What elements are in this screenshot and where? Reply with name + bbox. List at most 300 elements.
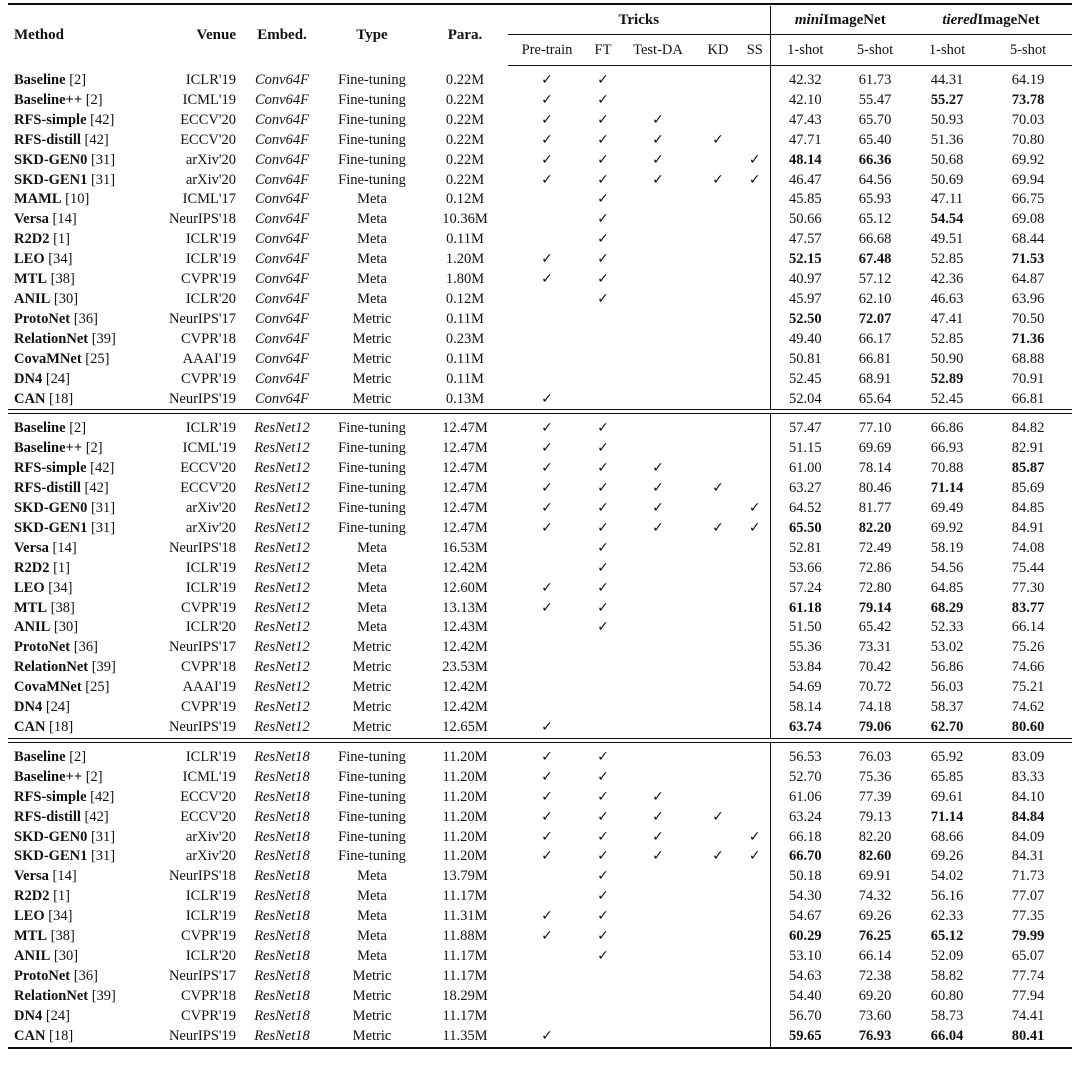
- accuracy-cell: 73.60: [858, 1007, 892, 1024]
- method-name: Baseline++: [14, 440, 83, 457]
- venue-cell: AAAI'19: [182, 679, 236, 696]
- embed-cell: ResNet18: [254, 928, 310, 945]
- venue-cell: ICLR'19: [185, 251, 236, 268]
- trick-cell: [696, 748, 740, 768]
- trick-cell: [586, 91, 620, 111]
- method-name: MTL: [14, 599, 48, 616]
- trick-cell: [586, 270, 620, 290]
- check-icon: ✓: [541, 440, 553, 457]
- trick-cell: [620, 539, 696, 559]
- accuracy-cell: 57.12: [858, 271, 892, 288]
- accuracy-cell: 42.32: [770, 71, 840, 91]
- trick-cell: [508, 748, 586, 768]
- embed-cell: ResNet18: [254, 947, 310, 964]
- trick-cell: [586, 330, 620, 350]
- accuracy-cell: 76.25: [858, 928, 892, 945]
- venue-cell: arXiv'20: [185, 171, 236, 188]
- trick-cell: [620, 419, 696, 439]
- accuracy-cell: 52.50: [770, 310, 840, 330]
- type-cell: Fine-tuning: [338, 500, 406, 517]
- trick-cell: [740, 439, 770, 459]
- trick-cell: [586, 748, 620, 768]
- para-cell: 12.60M: [442, 579, 488, 596]
- table-row: [8, 808, 1072, 828]
- trick-cell: [508, 350, 586, 370]
- method-ref: [31]: [87, 171, 116, 188]
- trick-cell: [620, 808, 696, 828]
- trick-cell: [508, 768, 586, 788]
- trick-cell: [508, 479, 586, 499]
- method-name: LEO: [14, 579, 45, 596]
- accuracy-cell: 74.66: [1011, 659, 1045, 676]
- accuracy-cell: 50.69: [930, 171, 964, 188]
- embed-cell: Conv64F: [255, 370, 309, 387]
- check-icon: ✓: [652, 171, 664, 188]
- embed-cell: ResNet12: [254, 619, 310, 636]
- trick-cell: [508, 499, 586, 519]
- method-name: ProtoNet: [14, 639, 71, 656]
- check-icon: ✓: [597, 559, 609, 576]
- trick-cell: [696, 698, 740, 718]
- trick-cell: [740, 828, 770, 848]
- method-name: CAN: [14, 719, 46, 735]
- trick-cell: [586, 419, 620, 439]
- trick-cell: [620, 599, 696, 619]
- trick-cell: [508, 618, 586, 638]
- embed-cell: Conv64F: [255, 271, 309, 288]
- trick-cell: [740, 270, 770, 290]
- trick-cell: [586, 828, 620, 848]
- venue-cell: ICML'19: [182, 91, 236, 108]
- venue-cell: CVPR'19: [181, 1007, 236, 1024]
- check-icon: ✓: [541, 719, 553, 735]
- accuracy-cell: 56.03: [930, 679, 964, 696]
- check-icon: ✓: [597, 768, 609, 785]
- trick-cell: [586, 867, 620, 887]
- trick-cell: [508, 131, 586, 151]
- table-row: [8, 967, 1072, 987]
- trick-cell: [508, 907, 586, 927]
- check-icon: ✓: [597, 420, 609, 437]
- table-row: [8, 330, 1072, 350]
- trick-cell: [508, 270, 586, 290]
- method-cell: [8, 638, 148, 658]
- check-icon: ✓: [748, 151, 761, 168]
- trick-cell: [620, 828, 696, 848]
- method-ref: [42]: [80, 480, 109, 497]
- embed-cell: ResNet18: [254, 1027, 310, 1044]
- type-cell: Fine-tuning: [338, 828, 406, 845]
- table-row: [8, 927, 1072, 947]
- para-cell: 11.20M: [442, 808, 488, 825]
- accuracy-cell: 79.06: [858, 719, 892, 735]
- trick-cell: [740, 658, 770, 678]
- trick-cell: [620, 459, 696, 479]
- method-cell: [8, 808, 148, 828]
- trick-cell: [696, 788, 740, 808]
- trick-cell: [620, 987, 696, 1007]
- check-icon: ✓: [541, 111, 553, 128]
- trick-cell: [508, 250, 586, 270]
- embed-cell: Conv64F: [255, 151, 309, 168]
- trick-cell: [620, 230, 696, 250]
- accuracy-cell: 65.40: [858, 131, 892, 148]
- venue-cell: NeurIPS'17: [168, 310, 236, 327]
- accuracy-cell: 66.04: [930, 1027, 964, 1044]
- method-ref: [1]: [49, 888, 70, 905]
- accuracy-cell: 54.63: [770, 967, 840, 987]
- trick-cell: [740, 350, 770, 370]
- method-cell: [8, 748, 148, 768]
- type-cell: Metric: [352, 310, 392, 327]
- accuracy-cell: 69.26: [930, 848, 964, 865]
- embed-cell: ResNet12: [254, 539, 310, 556]
- bottom-rule: [8, 1048, 1072, 1049]
- trick-cell: [620, 927, 696, 947]
- trick-cell: [508, 658, 586, 678]
- accuracy-cell: 77.07: [1011, 888, 1045, 905]
- method-name: RFS-simple: [14, 788, 87, 805]
- trick-cell: [620, 1027, 696, 1048]
- trick-cell: [740, 678, 770, 698]
- trick-cell: [508, 638, 586, 658]
- accuracy-cell: 69.91: [858, 868, 892, 885]
- trick-cell: [740, 479, 770, 499]
- para-cell: 0.23M: [445, 330, 485, 347]
- para-cell: 23.53M: [442, 659, 488, 676]
- embed-cell: Conv64F: [255, 390, 309, 407]
- accuracy-cell: 63.24: [770, 808, 840, 828]
- table-row: [8, 350, 1072, 370]
- trick-cell: [740, 768, 770, 788]
- method-ref: [25]: [81, 679, 110, 696]
- embed-cell: Conv64F: [255, 91, 309, 108]
- method-cell: [8, 439, 148, 459]
- accuracy-cell: 61.18: [770, 599, 840, 619]
- trick-cell: [586, 947, 620, 967]
- embed-cell: ResNet12: [254, 579, 310, 596]
- trick-cell: [508, 987, 586, 1007]
- check-icon: ✓: [712, 848, 724, 865]
- accuracy-cell: 55.47: [858, 91, 892, 108]
- trick-cell: [696, 967, 740, 987]
- method-cell: [8, 91, 148, 111]
- check-icon: ✓: [541, 72, 553, 88]
- accuracy-cell: 51.15: [770, 439, 840, 459]
- check-icon: ✓: [652, 788, 664, 805]
- check-icon: ✓: [541, 768, 553, 785]
- venue-cell: ICLR'19: [185, 748, 236, 765]
- venue-cell: ICLR'19: [185, 559, 236, 576]
- check-icon: ✓: [597, 579, 609, 596]
- accuracy-cell: 53.10: [770, 947, 840, 967]
- trick-cell: [620, 847, 696, 867]
- method-name: Versa: [14, 211, 49, 228]
- method-name: SKD-GEN0: [14, 828, 88, 845]
- accuracy-cell: 51.50: [770, 618, 840, 638]
- type-cell: Metric: [352, 330, 392, 347]
- venue-cell: NeurIPS'18: [168, 868, 236, 885]
- venue-cell: ICLR'19: [185, 72, 236, 88]
- trick-cell: [586, 290, 620, 310]
- accuracy-cell: 68.91: [858, 370, 892, 387]
- accuracy-cell: 84.31: [1011, 848, 1045, 865]
- check-icon: ✓: [652, 111, 664, 128]
- venue-cell: ECCV'20: [180, 131, 236, 148]
- accuracy-cell: 52.70: [770, 768, 840, 788]
- trick-cell: [586, 499, 620, 519]
- trick-cell: [696, 111, 740, 131]
- trick-cell: [508, 828, 586, 848]
- para-cell: 12.47M: [442, 460, 488, 477]
- accuracy-cell: 48.14: [770, 151, 840, 171]
- table-row: [8, 788, 1072, 808]
- table-row: [8, 748, 1072, 768]
- trick-cell: [586, 559, 620, 579]
- method-cell: [8, 658, 148, 678]
- para-cell: 12.47M: [442, 420, 488, 437]
- method-ref: [25]: [81, 350, 110, 367]
- check-icon: ✓: [541, 848, 553, 865]
- accuracy-cell: 83.77: [1011, 599, 1045, 616]
- header-mini-prefix: mini: [794, 11, 824, 28]
- check-icon: ✓: [652, 500, 664, 517]
- trick-cell: [696, 907, 740, 927]
- method-ref: [18]: [45, 1027, 74, 1044]
- trick-cell: [740, 638, 770, 658]
- venue-cell: ECCV'20: [180, 111, 236, 128]
- trick-cell: [508, 947, 586, 967]
- check-icon: ✓: [712, 171, 724, 188]
- table-row: [8, 768, 1072, 788]
- method-cell: [8, 539, 148, 559]
- header-method: Method: [14, 27, 64, 44]
- trick-cell: [586, 111, 620, 131]
- method-cell: [8, 678, 148, 698]
- accuracy-cell: 65.92: [930, 748, 964, 765]
- check-icon: ✓: [597, 748, 609, 765]
- trick-cell: [586, 907, 620, 927]
- check-icon: ✓: [597, 848, 609, 865]
- table-row: [8, 370, 1072, 390]
- accuracy-cell: 72.80: [858, 579, 892, 596]
- trick-cell: [586, 768, 620, 788]
- trick-cell: [696, 190, 740, 210]
- type-cell: Fine-tuning: [338, 131, 406, 148]
- accuracy-cell: 80.60: [1011, 719, 1045, 735]
- check-icon: ✓: [541, 928, 553, 945]
- trick-cell: [620, 111, 696, 131]
- trick-cell: [508, 867, 586, 887]
- table-row: [8, 718, 1072, 738]
- accuracy-cell: 66.93: [930, 440, 964, 457]
- trick-cell: [508, 190, 586, 210]
- accuracy-cell: 50.66: [770, 210, 840, 230]
- trick-cell: [586, 310, 620, 330]
- para-cell: 0.22M: [445, 171, 485, 188]
- embed-cell: ResNet12: [254, 639, 310, 656]
- accuracy-cell: 79.99: [1011, 928, 1045, 945]
- trick-cell: [740, 559, 770, 579]
- trick-cell: [740, 171, 770, 191]
- trick-cell: [620, 210, 696, 230]
- type-cell: Fine-tuning: [338, 788, 406, 805]
- trick-cell: [586, 250, 620, 270]
- type-cell: Metric: [352, 1007, 392, 1024]
- trick-cell: [508, 151, 586, 171]
- trick-cell: [740, 250, 770, 270]
- check-icon: ✓: [541, 91, 553, 108]
- method-ref: [2]: [82, 91, 103, 108]
- trick-cell: [740, 419, 770, 439]
- check-icon: ✓: [652, 460, 664, 477]
- method-ref: [34]: [44, 251, 73, 268]
- accuracy-cell: 83.09: [1011, 748, 1045, 765]
- method-name: RFS-simple: [14, 460, 87, 477]
- method-ref: [36]: [70, 967, 98, 984]
- trick-cell: [696, 171, 740, 191]
- table-row: [8, 658, 1072, 678]
- accuracy-cell: 69.20: [858, 987, 892, 1004]
- method-name: RFS-simple: [14, 111, 87, 128]
- para-cell: 11.31M: [442, 908, 488, 925]
- accuracy-cell: 61.73: [858, 72, 892, 88]
- accuracy-cell: 65.70: [858, 111, 892, 128]
- check-icon: ✓: [652, 480, 664, 497]
- table-row: [8, 499, 1072, 519]
- accuracy-cell: 49.40: [770, 330, 840, 350]
- method-name: R2D2: [14, 888, 50, 905]
- accuracy-cell: 40.97: [770, 270, 840, 290]
- table-row: [8, 230, 1072, 250]
- accuracy-cell: 84.82: [1011, 420, 1045, 437]
- accuracy-cell: 52.89: [930, 370, 964, 387]
- trick-cell: [696, 638, 740, 658]
- accuracy-cell: 69.08: [1011, 211, 1045, 228]
- table-row: [8, 539, 1072, 559]
- method-ref: [38]: [47, 599, 75, 616]
- method-ref: [14]: [48, 868, 77, 885]
- method-ref: [14]: [48, 211, 77, 228]
- accuracy-cell: 52.45: [770, 370, 840, 390]
- accuracy-cell: 75.26: [1011, 639, 1045, 656]
- para-cell: 12.42M: [442, 699, 488, 716]
- accuracy-cell: 56.70: [770, 1007, 840, 1027]
- venue-cell: CVPR'19: [181, 370, 236, 387]
- trick-cell: [620, 151, 696, 171]
- accuracy-cell: 56.16: [930, 888, 964, 905]
- top-rule: [8, 3, 1072, 5]
- accuracy-cell: 74.18: [858, 699, 892, 716]
- method-ref: [42]: [86, 460, 115, 477]
- accuracy-cell: 62.70: [930, 719, 964, 735]
- accuracy-cell: 65.93: [858, 191, 892, 208]
- embed-cell: ResNet12: [254, 599, 310, 616]
- method-ref: [1]: [49, 559, 70, 576]
- method-ref: [42]: [80, 131, 109, 148]
- accuracy-cell: 47.41: [930, 310, 964, 327]
- method-ref: [2]: [65, 420, 87, 437]
- method-cell: [8, 230, 148, 250]
- check-icon: ✓: [597, 131, 609, 148]
- method-ref: [36]: [70, 310, 98, 327]
- check-icon: ✓: [652, 519, 664, 536]
- method-name: MTL: [14, 928, 48, 945]
- type-cell: Meta: [357, 271, 387, 288]
- table-row: [8, 559, 1072, 579]
- accuracy-cell: 71.14: [930, 480, 964, 497]
- trick-cell: [620, 370, 696, 390]
- method-name: DN4: [14, 699, 43, 716]
- accuracy-cell: 54.30: [770, 887, 840, 907]
- check-icon: ✓: [748, 519, 761, 536]
- para-cell: 0.11M: [446, 350, 484, 367]
- check-icon: ✓: [652, 848, 664, 865]
- type-cell: Metric: [352, 987, 392, 1004]
- method-cell: [8, 698, 148, 718]
- trick-cell: [740, 947, 770, 967]
- trick-cell: [696, 519, 740, 539]
- trick-cell: [696, 310, 740, 330]
- accuracy-cell: 65.42: [858, 619, 892, 636]
- table-row: [8, 459, 1072, 479]
- trick-cell: [620, 270, 696, 290]
- check-icon: ✓: [541, 171, 553, 188]
- trick-cell: [696, 599, 740, 619]
- method-cell: [8, 499, 148, 519]
- accuracy-cell: 52.85: [930, 251, 964, 268]
- trick-cell: [508, 967, 586, 987]
- trick-cell: [508, 539, 586, 559]
- method-ref: [31]: [87, 519, 116, 536]
- header-tiered-1shot: 1-shot: [910, 35, 984, 66]
- type-cell: Meta: [357, 947, 387, 964]
- trick-cell: [508, 718, 586, 738]
- venue-cell: ICML'17: [182, 191, 236, 208]
- accuracy-cell: 65.50: [770, 519, 840, 539]
- type-cell: Meta: [357, 868, 387, 885]
- check-icon: ✓: [541, 1027, 553, 1044]
- accuracy-cell: 72.49: [858, 539, 892, 556]
- trick-cell: [586, 579, 620, 599]
- embed-cell: ResNet12: [254, 519, 310, 536]
- embed-cell: Conv64F: [255, 350, 309, 367]
- accuracy-cell: 64.19: [1011, 72, 1045, 88]
- check-icon: ✓: [597, 251, 609, 268]
- results-table: [8, 6, 1072, 1049]
- accuracy-cell: 63.74: [770, 718, 840, 738]
- table-row: [8, 111, 1072, 131]
- trick-cell: [586, 190, 620, 210]
- para-cell: 0.13M: [445, 390, 485, 407]
- trick-cell: [696, 390, 740, 410]
- method-ref: [24]: [42, 1007, 70, 1024]
- trick-cell: [586, 658, 620, 678]
- table-row: [8, 1007, 1072, 1027]
- table-row: [8, 310, 1072, 330]
- method-cell: [8, 151, 148, 171]
- venue-cell: CVPR'18: [181, 330, 236, 347]
- method-ref: [34]: [44, 908, 73, 925]
- accuracy-cell: 67.48: [858, 251, 892, 268]
- accuracy-cell: 82.20: [858, 828, 892, 845]
- table-row: [8, 250, 1072, 270]
- venue-cell: arXiv'20: [185, 519, 236, 536]
- check-icon: ✓: [748, 500, 761, 517]
- check-icon: ✓: [597, 231, 609, 248]
- accuracy-cell: 70.42: [858, 659, 892, 676]
- table-row: [8, 131, 1072, 151]
